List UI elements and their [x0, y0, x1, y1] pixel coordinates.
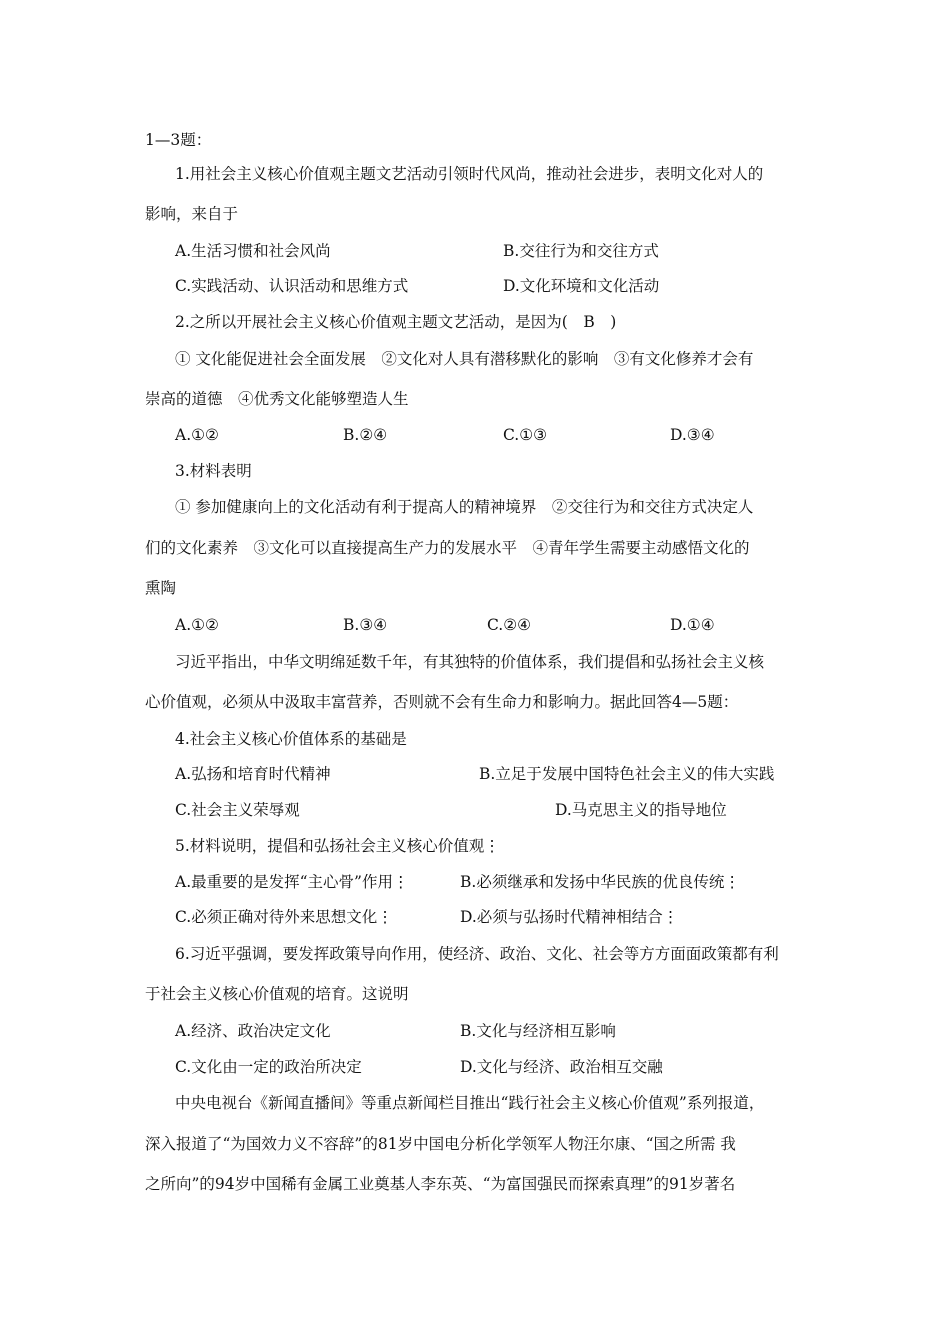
question-5-option-a: A.最重要的是发挥“主心骨”作用⋮: [175, 873, 409, 891]
material-3-paragraph: 中央电视台《新闻直播间》等重点新闻栏目推出“践行社会主义核心价值观”系列报道，: [175, 1094, 765, 1112]
question-4-option-a: A.弘扬和培育时代精神: [175, 765, 331, 783]
question-4-option-d: D.马克思主义的指导地位: [555, 801, 727, 819]
question-5-option-d: D.必须与弘扬时代精神相结合⋮: [460, 908, 679, 926]
question-1-option-c: C.实践活动、认识活动和思维方式: [175, 277, 409, 295]
question-3-stem: 3.材料表明: [175, 462, 252, 480]
question-5-option-b: B.必须继承和发扬中华民族的优良传统⋮: [460, 873, 740, 891]
question-group-header: 1—3题：: [145, 131, 212, 149]
question-5-option-c: C.必须正确对待外来思想文化⋮: [175, 908, 393, 926]
question-2-stem: 2.之所以开展社会主义核心价值观主题文艺活动，是因为( B ): [175, 313, 617, 331]
question-6-option-b: B.文化与经济相互影响: [460, 1022, 616, 1040]
question-4-option-c: C.社会主义荣辱观: [175, 801, 300, 819]
question-6-option-c: C.文化由一定的政治所决定: [175, 1058, 362, 1076]
question-6-option-a: A.经济、政治决定文化: [175, 1022, 331, 1040]
question-3-option-c: C.②④: [487, 616, 532, 634]
question-4-option-b: B.立足于发展中国特色社会主义的伟大实践: [479, 765, 775, 783]
question-2-option-c: C.①③: [503, 426, 548, 444]
question-6-stem-cont: 于社会主义核心价值观的培育。这说明: [145, 985, 409, 1003]
question-2-option-a: A.①②: [175, 426, 219, 444]
question-1-stem-cont: 影响，来自于: [145, 205, 239, 223]
question-3-statements-cont: 们的文化素养 ③文化可以直接提高生产力的发展水平 ④青年学生需要主动感悟文化的: [145, 539, 750, 557]
question-2-statements: ① 文化能促进社会全面发展 ②文化对人具有潜移默化的影响 ③有文化修养才会有: [175, 350, 754, 368]
question-3-statements: ① 参加健康向上的文化活动有利于提高人的精神境界 ②交往行为和交往方式决定人: [175, 498, 754, 516]
question-2-option-b: B.②④: [343, 426, 388, 444]
question-5-stem: 5.材料说明，提倡和弘扬社会主义核心价值观⋮: [175, 837, 500, 855]
material-3-paragraph-cont: 深入报道了“为国效力义不容辞”的81岁中国电分析化学领军人物汪尔康、“国之所需 我: [145, 1135, 736, 1153]
material-2-paragraph-cont: 心价值观，必须从中汲取丰富营养，否则就不会有生命力和影响力。据此回答4—5题：: [145, 693, 739, 711]
question-2-statements-cont: 崇高的道德 ④优秀文化能够塑造人生: [145, 390, 409, 408]
question-1-option-d: D.文化环境和文化活动: [503, 277, 660, 295]
question-6-option-d: D.文化与经济、政治相互交融: [460, 1058, 663, 1076]
question-6-stem: 6.习近平强调，要发挥政策导向作用，使经济、政治、文化、社会等方方面面政策都有利: [175, 945, 779, 963]
question-4-stem: 4.社会主义核心价值体系的基础是: [175, 730, 407, 748]
question-3-option-d: D.①④: [670, 616, 715, 634]
question-3-statements-cont-2: 熏陶: [145, 579, 177, 597]
material-3-paragraph-cont-2: 之所向”的94岁中国稀有金属工业奠基人李东英、“为富国强民而探索真理”的91岁著名: [145, 1175, 736, 1193]
question-1-option-b: B.交往行为和交往方式: [503, 242, 659, 260]
question-1-stem: 1.用社会主义核心价值观主题文艺活动引领时代风尚，推动社会进步，表明文化对人的: [175, 165, 764, 183]
material-2-paragraph: 习近平指出，中华文明绵延数千年，有其独特的价值体系，我们提倡和弘扬社会主义核: [175, 653, 765, 671]
question-1-option-a: A.生活习惯和社会风尚: [175, 242, 331, 260]
question-3-option-b: B.③④: [343, 616, 388, 634]
question-3-option-a: A.①②: [175, 616, 219, 634]
question-2-option-d: D.③④: [670, 426, 715, 444]
